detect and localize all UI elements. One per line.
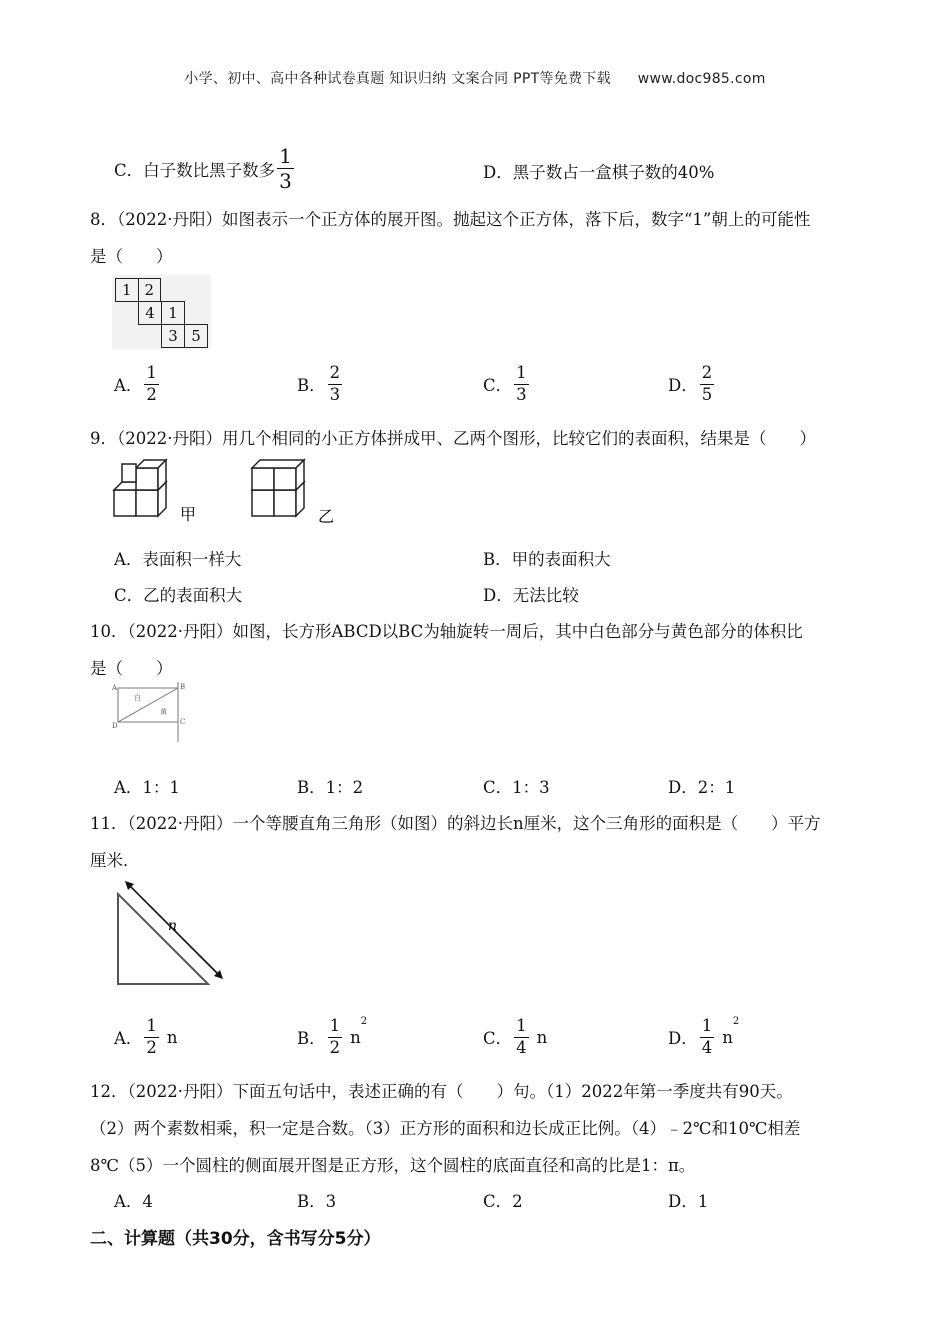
q12-option-b[interactable]: B．3 [297,1192,337,1211]
q8-question-line2: 是（ ） [90,247,173,266]
hypotenuse-label: n [168,918,178,934]
header-url[interactable]: www.doc985.com [637,71,766,87]
fig-jia-label: 甲 [180,505,197,524]
net-cell: 5 [185,325,208,348]
q8-option-a[interactable]: A． $\frac{1}{2}$ [114,363,157,404]
net-cell: 2 [138,279,161,302]
q12-question-line1: 12．（2022·丹阳）下面五句话中，表述正确的有（ ）句。（1）2022年第一季度共有90天。 [90,1082,793,1101]
q8-option-c[interactable]: C． $\frac{1}{3}$ [483,363,527,404]
net-cell: 3 [162,325,185,348]
isosceles-triangle-figure [108,880,238,990]
cube-stacks-figure [110,458,350,528]
q8-option-d[interactable]: D． $\frac{2}{5}$ [668,363,713,404]
header-text: 小学、初中、高中各种试卷真题 知识归纳 文案合同 PPT等免费下载 [184,71,611,87]
rectangle-abcd-figure [110,680,190,744]
svg-text:D: D [112,722,118,730]
q11-option-b[interactable]: B． $\frac{1}{2}$ $n^2$ [297,1016,368,1057]
svg-text:A: A [112,684,118,692]
fraction: $\frac{1}{3}$ [279,144,292,193]
q12-option-c[interactable]: C．2 [483,1192,523,1211]
q7-option-d[interactable]: D．黑子数占一盒棋子数的40% [483,163,715,182]
yellow-part-label: 黄 [160,708,167,716]
q9-option-b[interactable]: B．甲的表面积大 [483,550,611,569]
q9-question: 9．（2022·丹阳）用几个相同的小正方体拼成甲、乙两个图形，比较它们的表面积，结果是（ ） [90,429,816,448]
q9-option-a[interactable]: A．表面积一样大 [114,550,242,569]
q8-option-b[interactable]: B． $\frac{2}{3}$ [297,363,341,404]
q11-option-d[interactable]: D． $\frac{1}{4}$ $n^2$ [668,1016,740,1057]
q9-option-c[interactable]: C．乙的表面积大 [114,586,243,605]
net-cell: 1 [116,279,139,302]
net-cell: 4 [139,302,162,325]
page-header [0,68,950,88]
q9-option-d[interactable]: D．无法比较 [483,586,579,605]
svg-text:C: C [180,718,186,726]
q10-question-line2: 是（ ） [90,659,173,678]
white-part-label: 白 [134,694,141,702]
q11-question-line2: 厘米． [90,851,140,870]
q10-option-d[interactable]: D．2：1 [668,778,736,797]
q7-option-c[interactable]: C．白子数比黑子数多 $\frac{1}{3}$ [114,144,292,193]
q10-option-a[interactable]: A．1：1 [114,778,180,797]
q11-option-c[interactable]: C． $\frac{1}{4}$ n [483,1016,548,1057]
fig-yi-label: 乙 [318,507,335,526]
q12-question-line3: 8℃（5）一个圆柱的侧面展开图是正方形，这个圆柱的底面直径和高的比是1：π。 [90,1156,696,1175]
q8-question-line1: 8．（2022·丹阳）如图表示一个正方体的展开图。抛起这个正方体，落下后，数字“1”朝上的可能性 [90,210,811,229]
q11-question-line1: 11．（2022·丹阳）一个等腰直角三角形（如图）的斜边长n厘米，这个三角形的面积是（ ）平方 [90,814,821,833]
svg-text:B: B [180,683,186,691]
q12-option-a[interactable]: A．4 [114,1192,153,1211]
net-cell: 1 [162,302,185,325]
q12-option-d[interactable]: D．1 [668,1192,709,1211]
q12-question-line2: （2）两个素数相乘，积一定是合数。（3）正方形的面积和边长成正比例。（4）﹣2℃和10℃相差 [90,1119,801,1138]
q11-option-a[interactable]: A． $\frac{1}{2}$ n [114,1016,178,1057]
q10-option-b[interactable]: B．1：2 [297,778,364,797]
q10-option-c[interactable]: C．1：3 [483,778,550,797]
cube-net-figure [112,275,211,349]
q10-question-line1: 10．（2022·丹阳）如图，长方形ABCD以BC为轴旋转一周后，其中白色部分与黄色部分的体积比 [90,622,803,641]
section-title: 二、计算题（共30分，含书写分5分） [90,1229,381,1249]
